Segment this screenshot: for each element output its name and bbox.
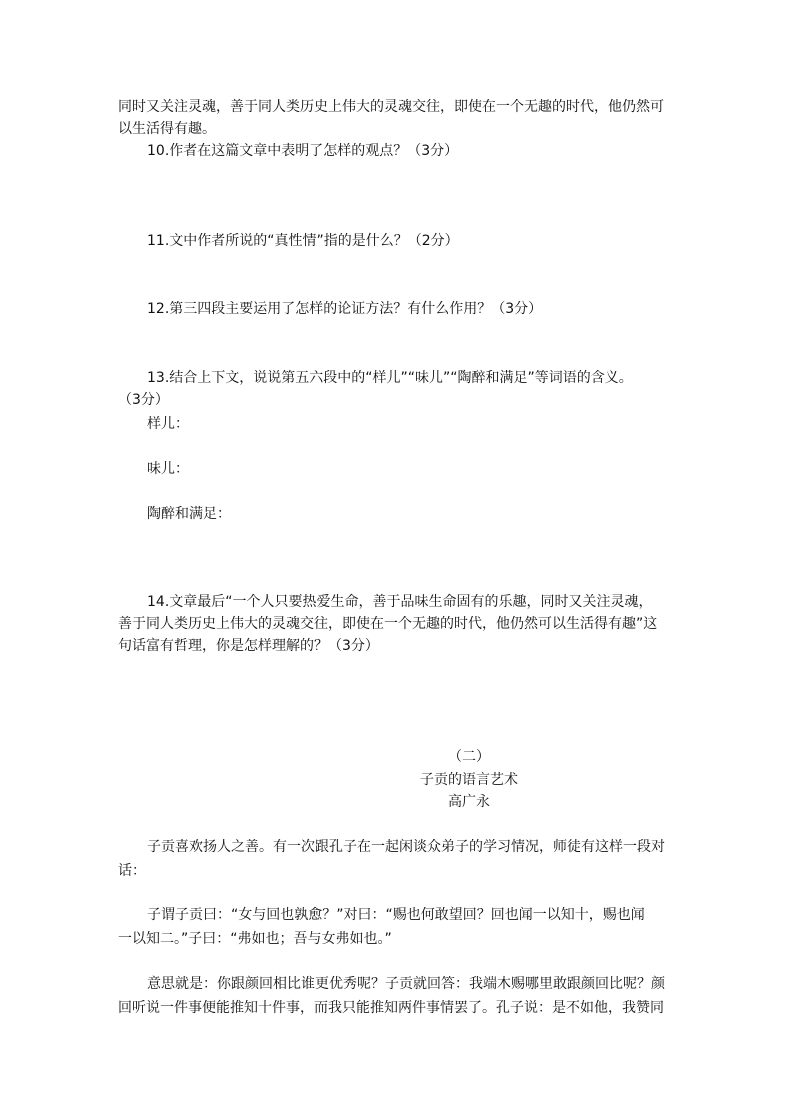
passage-tail-line-1: 同时又关注灵魂，善于同人类历史上伟大的灵魂交往，即使在一个无趣的时代，他仍然可 [118,99,664,115]
question-13-line-1: 13.结合上下文，说说第五六段中的“样儿”“味儿”“陶醉和满足”等词语的含义。 [147,370,633,386]
article-author: 高广永 [448,794,490,810]
question-13-line-2: （3分） [118,392,169,408]
question-13-sub-yanger: 样儿： [147,416,189,432]
question-11: 11.文中作者所说的“真性情”指的是什么？（2分） [147,233,459,249]
paragraph-3-line-1: 意思就是：你跟颜回相比谁更优秀呢？子贡就回答：我端木赐哪里敢跟颜回比呢？颜 [147,976,665,992]
paragraph-1-line-2: 话： [118,863,146,879]
article-title: 子贡的语言艺术 [420,772,518,788]
question-14-line-3: 句话富有哲理，你是怎样理解的？（3分） [118,638,379,654]
paragraph-3-line-2: 回听说一件事便能推知十件事，而我只能推知两件事情罢了。孔子说：是不如他，我赞同 [118,1000,664,1016]
question-13-sub-taozui: 陶醉和满足： [147,506,231,522]
question-14-line-1: 14.文章最后“一个人只要热爱生命，善于品味生命固有的乐趣，同时又关注灵魂， [147,594,653,610]
paragraph-2-line-1: 子谓子贡曰：“女与回也孰愈？”对曰：“赐也何敢望回？回也闻一以知十，赐也闻 [147,907,645,923]
question-14-line-2: 善于同人类历史上伟大的灵魂交往，即使在一个无趣的时代，他仍然可以生活得有趣”这 [118,616,658,632]
passage-tail-line-2: 以生活得有趣。 [118,121,216,137]
question-13-sub-weier: 味儿： [147,461,189,477]
question-12: 12.第三四段主要运用了怎样的论证方法？有什么作用？（3分） [147,301,543,317]
section-number: （二） [448,749,490,765]
question-10: 10.作者在这篇文章中表明了怎样的观点？（3分） [147,143,459,159]
paragraph-1-line-1: 子贡喜欢扬人之善。有一次跟孔子在一起闲谈众弟子的学习情况，师徒有这样一段对 [147,839,665,855]
paragraph-2-line-2: 一以知二。”子曰：“弗如也；吾与女弗如也。” [118,931,392,947]
